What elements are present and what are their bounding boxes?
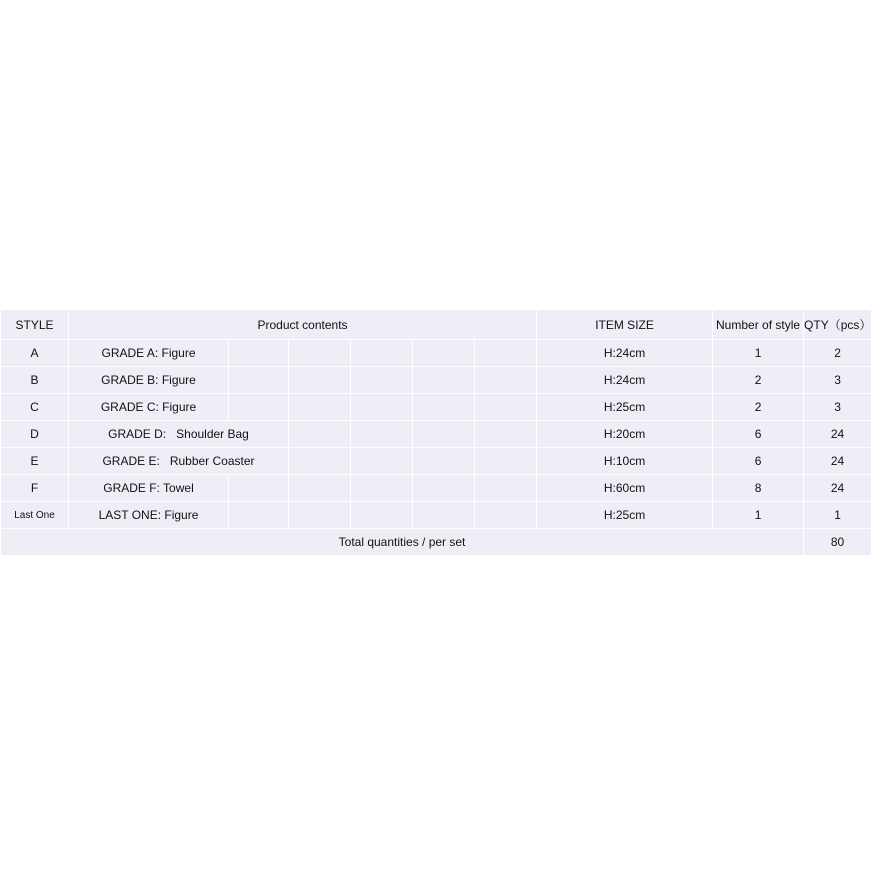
table-row [1, 475, 871, 502]
cell-number-of-style: 1 [713, 340, 804, 367]
cell-blank [351, 394, 413, 421]
cell-item-size: H:24cm [537, 340, 713, 367]
table-row [1, 448, 871, 475]
cell-qty: 3 [804, 394, 871, 421]
header-qty: QTY（pcs） [804, 310, 871, 340]
cell-product: LAST ONE: Figure [69, 502, 229, 529]
cell-style: Last One [1, 502, 69, 529]
cell-blank [413, 367, 475, 394]
cell-style: C [1, 394, 69, 421]
cell-blank [475, 502, 537, 529]
header-number-of-style: Number of style [713, 310, 804, 340]
total-label: Total quantities / per set [1, 529, 804, 556]
cell-blank [229, 475, 289, 502]
cell-item-size: H:24cm [537, 367, 713, 394]
cell-blank [351, 475, 413, 502]
cell-blank [413, 502, 475, 529]
cell-style: F [1, 475, 69, 502]
cell-product: GRADE A: Figure [69, 340, 229, 367]
cell-product: GRADE F: Towel [69, 475, 229, 502]
cell-blank [229, 340, 289, 367]
cell-blank [475, 394, 537, 421]
cell-blank [289, 475, 351, 502]
cell-product: GRADE B: Figure [69, 367, 229, 394]
cell-blank [229, 502, 289, 529]
cell-product: GRADE C: Figure [69, 394, 229, 421]
cell-blank [475, 340, 537, 367]
table-row [1, 367, 871, 394]
cell-item-size: H:10cm [537, 448, 713, 475]
header-item-size: ITEM SIZE [537, 310, 713, 340]
cell-blank [475, 475, 537, 502]
cell-qty: 2 [804, 340, 871, 367]
cell-blank [413, 421, 475, 448]
cell-blank [413, 448, 475, 475]
cell-style: D [1, 421, 69, 448]
cell-style: E [1, 448, 69, 475]
cell-qty: 24 [804, 475, 871, 502]
cell-blank [289, 340, 351, 367]
cell-blank [351, 502, 413, 529]
cell-blank [475, 421, 537, 448]
table-row [1, 421, 871, 448]
cell-blank [475, 448, 537, 475]
cell-number-of-style: 6 [713, 448, 804, 475]
cell-blank [289, 421, 351, 448]
cell-number-of-style: 8 [713, 475, 804, 502]
total-value: 80 [804, 529, 871, 556]
cell-blank [351, 340, 413, 367]
cell-qty: 1 [804, 502, 871, 529]
cell-product: GRADE D: Shoulder Bag [69, 421, 289, 448]
cell-blank [289, 367, 351, 394]
cell-number-of-style: 2 [713, 394, 804, 421]
table-header-row [1, 310, 871, 340]
cell-blank [413, 475, 475, 502]
cell-blank [289, 502, 351, 529]
cell-blank [289, 448, 351, 475]
cell-number-of-style: 1 [713, 502, 804, 529]
cell-style: B [1, 367, 69, 394]
cell-blank [351, 448, 413, 475]
cell-item-size: H:25cm [537, 502, 713, 529]
cell-item-size: H:20cm [537, 421, 713, 448]
product-contents-table-container [0, 309, 871, 556]
cell-blank [229, 394, 289, 421]
cell-number-of-style: 6 [713, 421, 804, 448]
cell-product: GRADE E: Rubber Coaster [69, 448, 289, 475]
cell-blank [351, 367, 413, 394]
cell-qty: 24 [804, 448, 871, 475]
product-contents-table [0, 309, 871, 556]
cell-blank [413, 394, 475, 421]
table-total-row [1, 529, 871, 556]
cell-style: A [1, 340, 69, 367]
cell-number-of-style: 2 [713, 367, 804, 394]
cell-blank [475, 367, 537, 394]
header-style: STYLE [1, 310, 69, 340]
cell-qty: 24 [804, 421, 871, 448]
cell-qty: 3 [804, 367, 871, 394]
cell-blank [351, 421, 413, 448]
table-row [1, 340, 871, 367]
table-row [1, 502, 871, 529]
cell-item-size: H:25cm [537, 394, 713, 421]
cell-item-size: H:60cm [537, 475, 713, 502]
cell-blank [289, 394, 351, 421]
table-row [1, 394, 871, 421]
cell-blank [413, 340, 475, 367]
cell-blank [229, 367, 289, 394]
header-product-contents: Product contents [69, 310, 537, 340]
